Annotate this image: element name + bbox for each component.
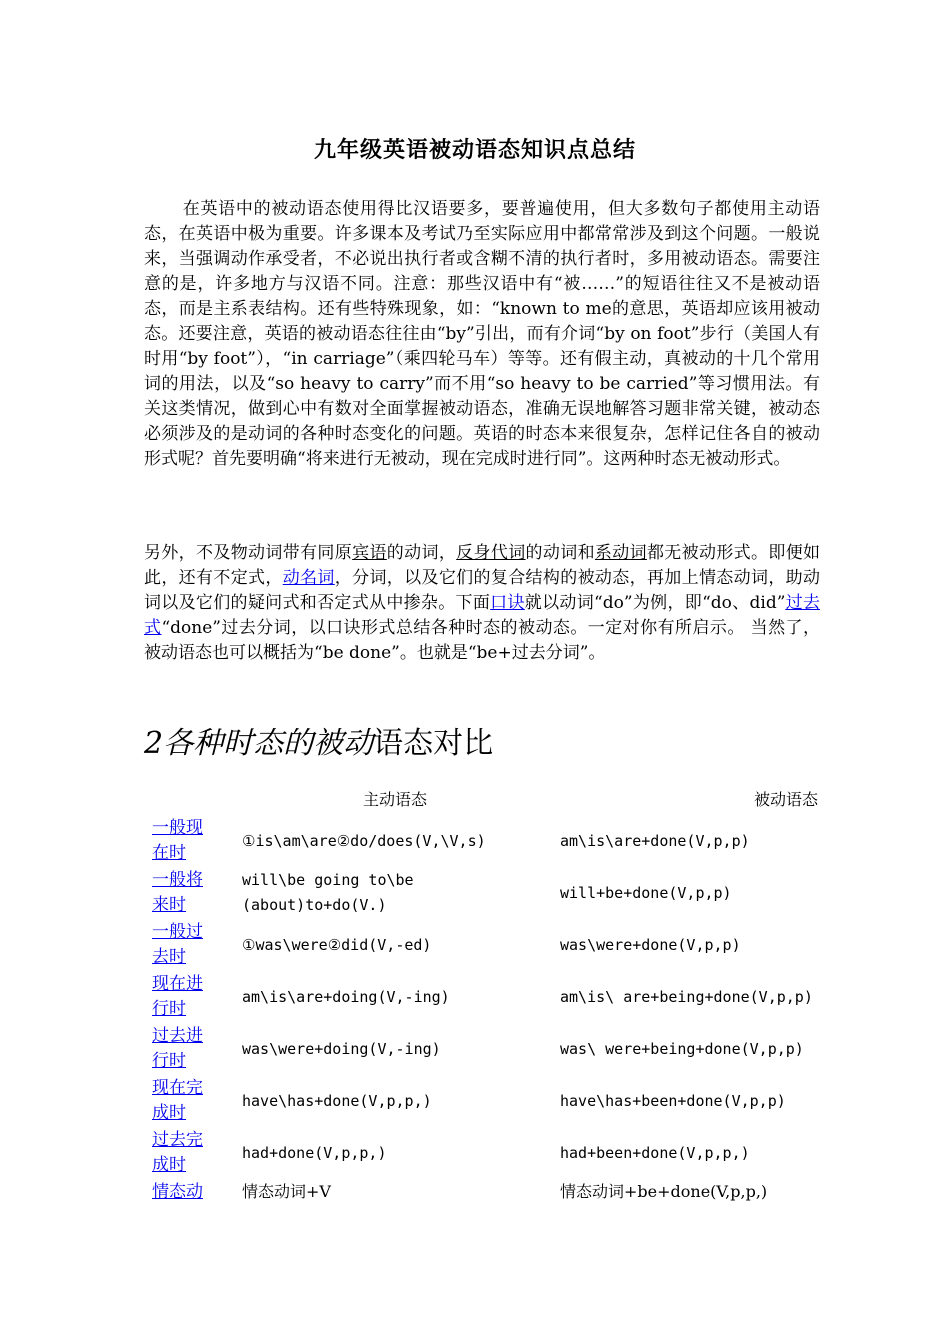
section-heading — [144, 718, 493, 762]
table-row — [146, 1075, 824, 1127]
table-row — [146, 971, 824, 1023]
underlined-term-reflexive-pronoun: 反身代词 — [456, 543, 526, 563]
text-segment: 另外，不及物动词带有同原 — [144, 543, 353, 563]
tense-link[interactable]: 现在完成时 — [152, 1078, 203, 1123]
tense-link[interactable]: 现在进行时 — [152, 974, 203, 1019]
tense-link[interactable]: 过去进行时 — [152, 1026, 203, 1071]
link-mnemonic[interactable]: 口诀 — [490, 593, 525, 613]
underlined-term-linking-verb: 系动词 — [594, 543, 647, 563]
link-gerund[interactable]: 动名词 — [282, 568, 335, 588]
active-form: am\is\are+doing(V,-ing) — [242, 987, 450, 1006]
active-form: ①was\were②did(V,-ed) — [242, 935, 432, 954]
text-segment: 都无被动形式。即便如此，还有不定式， — [144, 543, 821, 588]
second-paragraph — [144, 541, 820, 666]
passive-form: am\is\are+done(V,p,p) — [560, 831, 750, 850]
table-row — [146, 867, 824, 919]
passive-form: am\is\ are+being+done(V,p,p) — [560, 987, 813, 1006]
tense-comparison-table — [146, 783, 824, 1207]
text-segment: 的动词和 — [525, 543, 595, 563]
active-form: will\be going to\be (about)to+do(V.) — [242, 871, 414, 914]
tense-link[interactable]: 一般将来时 — [152, 870, 203, 915]
header-passive-voice: 被动语态 — [753, 789, 818, 809]
intro-text: 在英语中的被动语态使用得比汉语要多，要普遍使用，但大多数句子都使用主动语态，在英语中极为重要。许多课本及考试乃至实际应用中都常常涉及到这个问题。一般说来，当强调动作承受者，不必说出执行者或含糊不清的执行者时，多用被动语态。需要注意的是，许多地方与汉语不同。注意：那些汉语中有“被……”的短语往往又不是被动语态，而是主系表结构。还有些特殊现象，如：“known to me的意思，英语却应该用被动态。还要注意，英语的被动语态往往由“by”引出，而有介词“by on foot”步行（美国人有时用“by foot”），“in carriage”（乘四轮马车）等等。还有假主动，真被动的十几个常用词的用法，以及“so heavy to carry”而不用“so heavy to be carried”等习惯用法。有关这类情况，做到心中有数对全面掌握被动语态，准确无误地解答习题非常关键，被动态必须涉及的是动词的各种时态变化的问题。英语的时态本来很复杂，怎样记住各自的被动形式呢？首先要明确“将来进行无被动，现在完成时进行同”。这两种时态无被动形式。 — [144, 199, 820, 469]
tense-link[interactable]: 过去完成时 — [152, 1130, 203, 1175]
passive-form: was\ were+being+done(V,p,p) — [560, 1039, 804, 1058]
active-form: ①is\am\are②do/does(V,\V,s) — [242, 831, 486, 850]
table-row — [146, 1023, 824, 1075]
tense-link[interactable]: 一般过去时 — [152, 922, 203, 967]
passive-form: 情态动词+be+done(V,p,p,) — [560, 1182, 768, 1201]
table-row — [146, 1179, 824, 1207]
active-form: had+done(V,p,p,) — [242, 1143, 387, 1162]
heading-number: 2 — [144, 726, 164, 761]
table-row — [146, 1127, 824, 1179]
table-row — [146, 919, 824, 971]
passive-form: had+been+done(V,p,p,) — [560, 1143, 750, 1162]
passive-form: will+be+done(V,p,p) — [560, 883, 732, 902]
passive-form: was\were+done(V,p,p) — [560, 935, 741, 954]
text-segment: 就以动词“do”为例，即“do、did” — [524, 593, 786, 613]
underlined-term-object: 宾语 — [352, 543, 387, 563]
text-segment: “done”过去分词，以口诀形式总结各种时态的被动态。一定对你有所启示。 当然了，被动语态也可以概括为“be done”。也就是“be+过去分词”。 — [144, 618, 820, 663]
active-form: have\has+done(V,p,p,) — [242, 1091, 432, 1110]
active-form: was\were+doing(V,-ing) — [242, 1039, 441, 1058]
text-segment: ，分词，以及它们的复合结构的被动态，再加上情态动词，助动词以及它们的疑问式和否定式从中掺杂。下面 — [144, 568, 821, 613]
link-past-tense[interactable]: 过去式 — [144, 593, 821, 638]
header-active-voice: 主动语态 — [362, 789, 427, 809]
heading-italic: 各种时态的被动 — [163, 726, 374, 761]
active-form: 情态动词+V — [242, 1182, 331, 1201]
intro-paragraph — [144, 197, 820, 472]
passive-form: have\has+been+done(V,p,p) — [560, 1091, 786, 1110]
table-header-row — [146, 783, 824, 815]
tense-link[interactable]: 情态动 — [152, 1182, 203, 1202]
table-row — [146, 815, 824, 867]
header-empty — [146, 783, 236, 815]
page-title: 九年级英语被动语态知识点总结 — [313, 137, 636, 163]
text-segment: 的动词， — [386, 543, 457, 563]
tense-link[interactable]: 一般现在时 — [152, 818, 203, 863]
heading-rest: 语态对比 — [373, 726, 494, 761]
